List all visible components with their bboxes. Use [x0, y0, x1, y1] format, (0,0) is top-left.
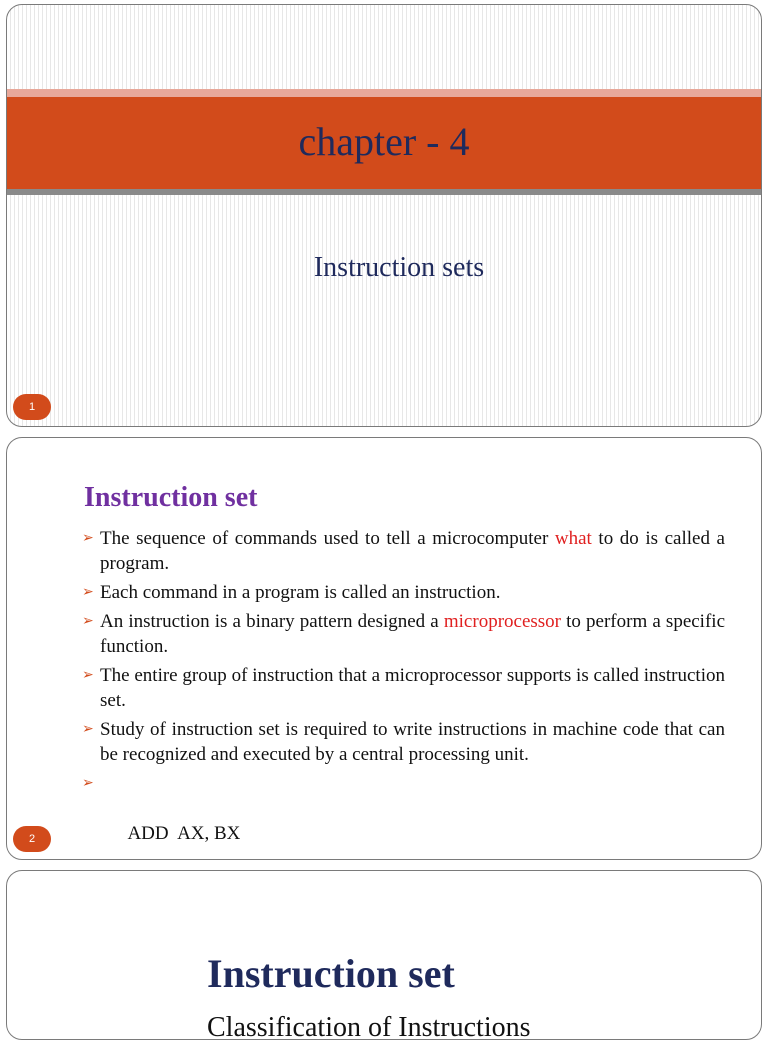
highlight-word: microprocessor — [443, 611, 562, 632]
bullet-item: ➢ Each command in a program is called an instruction. — [82, 582, 501, 603]
bullet-item: ➢ The sequence of commands used to tell a microcomputer what to do is called a program. — [82, 528, 725, 574]
slide-subtitle: Instruction sets — [313, 252, 485, 283]
slide-heading: Instruction set — [84, 482, 258, 513]
title-band-top-accent — [7, 89, 761, 97]
bullet-item: ➢ An instruction is a binary pattern designed a microprocessor to perform a specific function. — [82, 611, 726, 657]
arrow-bullet-icon: ➢ — [82, 613, 94, 629]
slide-subtitle: Classification of Instructions — [207, 1012, 531, 1040]
bullet-list — [82, 526, 725, 860]
bullet-item: ➢ ADD AX, BX — [82, 771, 725, 860]
slide-2 — [6, 437, 762, 860]
slide-1 — [6, 4, 762, 427]
slide-3 — [6, 870, 762, 1040]
page-number-badge: 2 — [13, 826, 51, 852]
title-band-bottom-accent — [7, 189, 761, 195]
arrow-bullet-icon: ➢ — [82, 775, 94, 791]
arrow-bullet-icon: ➢ — [82, 667, 94, 683]
page-number-badge: 1 — [13, 394, 51, 420]
bullet-item: ➢ The entire group of instruction that a microprocessor supports is called instruction set. — [82, 665, 725, 711]
arrow-bullet-icon: ➢ — [82, 721, 94, 737]
bullet-item: ➢ Study of instruction set is required to write instructions in machine code that can be recognized and executed by a central processing unit. — [82, 719, 725, 765]
slide-title: chapter - 4 — [298, 119, 470, 164]
slide-title: Instruction set — [207, 951, 455, 996]
highlight-word: what — [554, 528, 592, 549]
arrow-bullet-icon: ➢ — [82, 584, 94, 600]
arrow-bullet-icon: ➢ — [82, 530, 94, 546]
